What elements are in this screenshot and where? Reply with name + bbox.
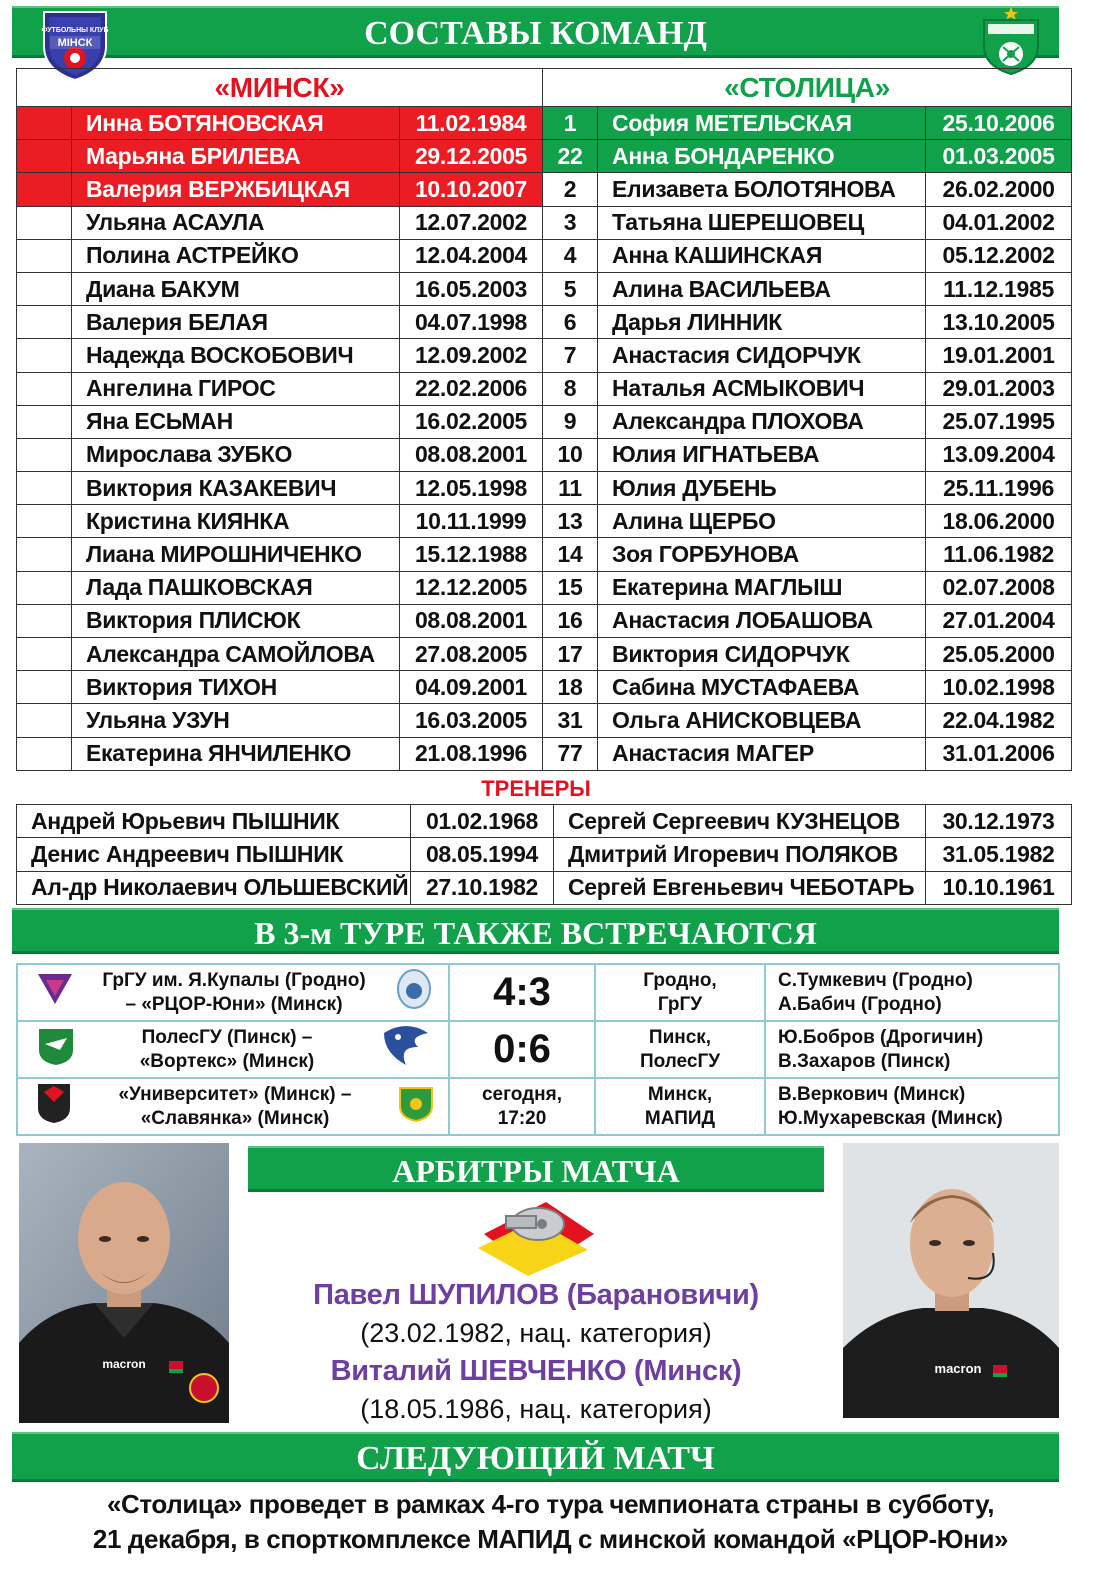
left-player-birthdate: 21.08.1996 xyxy=(400,737,543,770)
roster-row xyxy=(17,272,1072,305)
left-player-number xyxy=(17,107,72,140)
right-player-number: 7 xyxy=(543,339,598,372)
match-referee-2: В.Захаров (Пинск) xyxy=(778,1050,951,1072)
match-score xyxy=(449,1078,595,1135)
left-player-number xyxy=(17,372,72,405)
right-player-number: 6 xyxy=(543,306,598,339)
next-match-line-2: 21 декабря, в спорткомплексе МАПИД с минской командой «РЦОР-Юни» xyxy=(92,1524,1009,1554)
left-player-number xyxy=(17,538,72,571)
tour-match-row xyxy=(17,964,1059,1021)
referee-2-name: Виталий ШЕВЧЕНКО (Минск) xyxy=(330,1355,742,1387)
coaches-table xyxy=(16,804,1072,905)
left-player-name: Валерия БЕЛАЯ xyxy=(72,306,400,339)
match-referees xyxy=(765,964,1059,1021)
right-player-number: 14 xyxy=(543,538,598,571)
right-player-name: Алина ЩЕРБО xyxy=(598,505,926,538)
right-player-name: Наталья АСМЫКОВИЧ xyxy=(598,372,926,405)
right-player-name: Елизавета БОЛОТЯНОВА xyxy=(598,173,926,206)
roster-row xyxy=(17,638,1072,671)
right-player-birthdate: 19.01.2001 xyxy=(926,339,1072,372)
match-teams xyxy=(72,1083,398,1131)
right-player-number: 11 xyxy=(543,472,598,505)
match-referee-1: В.Веркович (Минск) xyxy=(778,1083,966,1105)
tour-matches-table xyxy=(16,963,1060,1136)
right-player-number: 3 xyxy=(543,206,598,239)
left-player-number xyxy=(17,604,72,637)
left-player-number xyxy=(17,438,72,471)
roster-row xyxy=(17,704,1072,737)
right-player-name: Анастасия ЛОБАШОВА xyxy=(598,604,926,637)
next-match-line-1: «Столица» проведет в рамках 4-го тура чемпионата страны в субботу, xyxy=(106,1489,995,1519)
tour-banner xyxy=(12,908,1059,954)
left-player-number xyxy=(17,737,72,770)
right-player-birthdate: 22.04.1982 xyxy=(926,704,1072,737)
right-player-name: Анастасия МАГЕР xyxy=(598,737,926,770)
roster-row xyxy=(17,438,1072,471)
grgu-logo-icon xyxy=(36,970,74,1015)
right-player-number: 18 xyxy=(543,671,598,704)
roster-row xyxy=(17,206,1072,239)
left-player-birthdate: 11.02.1984 xyxy=(400,107,543,140)
svg-text:macron: macron xyxy=(102,1357,146,1371)
roster-row xyxy=(17,239,1072,272)
match-venue-line-2: ГрГУ xyxy=(657,993,703,1015)
roster-header-row xyxy=(17,69,1072,107)
right-coach-name: Сергей Сергеевич КУЗНЕЦОВ xyxy=(554,805,926,838)
left-player-name: Виктория ТИХОН xyxy=(72,671,400,704)
right-player-birthdate: 04.01.2002 xyxy=(926,206,1072,239)
roster-row xyxy=(17,571,1072,604)
polesgu-logo-icon xyxy=(36,1026,76,1073)
match-team-line-1: «Университет» (Минск) – xyxy=(118,1083,352,1105)
tour-title: В 3-м ТУРЕ ТАКЖЕ ВСТРЕЧАЮТСЯ xyxy=(254,915,817,951)
left-player-name: Лиана МИРОШНИЧЕНКО xyxy=(72,538,400,571)
right-player-name: Алина ВАСИЛЬЕВА xyxy=(598,272,926,305)
next-match-banner xyxy=(12,1432,1059,1482)
left-player-birthdate: 10.10.2007 xyxy=(400,173,543,206)
match-venue-line-2: МАПИД xyxy=(644,1107,716,1129)
right-player-number: 15 xyxy=(543,571,598,604)
left-player-birthdate: 04.09.2001 xyxy=(400,671,543,704)
match-venue xyxy=(595,1021,765,1078)
match-referee-1: С.Тумкевич (Гродно) xyxy=(778,969,973,991)
left-player-birthdate: 04.07.1998 xyxy=(400,306,543,339)
referees-info xyxy=(248,1276,824,1428)
right-coach-birthdate: 31.05.1982 xyxy=(926,838,1072,871)
right-player-name: Зоя ГОРБУНОВА xyxy=(598,538,926,571)
roster-row xyxy=(17,107,1072,140)
tour-match-row xyxy=(17,1078,1059,1135)
left-player-birthdate: 22.02.2006 xyxy=(400,372,543,405)
left-player-name: Ульяна УЗУН xyxy=(72,704,400,737)
right-player-birthdate: 26.02.2000 xyxy=(926,173,1072,206)
team-right-name: «СТОЛИЦА» xyxy=(543,69,1072,107)
left-player-name: Мирослава ЗУБКО xyxy=(72,438,400,471)
match-referee-1: Ю.Бобров (Дрогичин) xyxy=(778,1026,984,1048)
right-player-number: 4 xyxy=(543,239,598,272)
right-player-birthdate: 25.07.1995 xyxy=(926,405,1072,438)
match-venue-line-2: ПолесГУ xyxy=(639,1050,721,1072)
right-player-birthdate: 27.01.2004 xyxy=(926,604,1072,637)
match-referee-2: Ю.Мухаревская (Минск) xyxy=(778,1107,1003,1129)
left-coach-name: Андрей Юрьевич ПЫШНИК xyxy=(17,805,411,838)
roster-row xyxy=(17,339,1072,372)
referee-photo-left xyxy=(19,1143,229,1423)
match-referees xyxy=(765,1078,1059,1135)
right-player-birthdate: 13.09.2004 xyxy=(926,438,1072,471)
roster-row xyxy=(17,306,1072,339)
match-venue-line-1: Пинск, xyxy=(648,1026,712,1048)
slavyanka-logo-icon xyxy=(398,1084,434,1129)
left-player-birthdate: 29.12.2005 xyxy=(400,140,543,173)
referee-photo-right xyxy=(843,1143,1059,1418)
right-player-name: Анастасия СИДОРЧУК xyxy=(598,339,926,372)
right-player-birthdate: 02.07.2008 xyxy=(926,571,1072,604)
left-player-name: Полина АСТРЕЙКО xyxy=(72,239,400,272)
left-player-number xyxy=(17,173,72,206)
roster-row xyxy=(17,604,1072,637)
match-team-line-1: ПолесГУ (Пинск) – xyxy=(141,1026,313,1048)
left-player-birthdate: 08.08.2001 xyxy=(400,604,543,637)
left-player-name: Виктория КАЗАКЕВИЧ xyxy=(72,472,400,505)
left-player-number xyxy=(17,306,72,339)
right-player-birthdate: 10.02.1998 xyxy=(926,671,1072,704)
left-player-birthdate: 12.09.2002 xyxy=(400,339,543,372)
left-player-number xyxy=(17,472,72,505)
lineups-title: СОСТАВЫ КОМАНД xyxy=(364,15,707,52)
right-player-birthdate: 01.03.2005 xyxy=(926,140,1072,173)
coach-row xyxy=(17,805,1072,838)
left-player-number xyxy=(17,704,72,737)
right-coach-birthdate: 30.12.1973 xyxy=(926,805,1072,838)
match-venue xyxy=(595,1078,765,1135)
right-player-name: Анна БОНДАРЕНКО xyxy=(598,140,926,173)
left-player-number xyxy=(17,405,72,438)
right-player-birthdate: 18.06.2000 xyxy=(926,505,1072,538)
right-player-number: 1 xyxy=(543,107,598,140)
right-player-number: 5 xyxy=(543,272,598,305)
right-player-birthdate: 25.11.1996 xyxy=(926,472,1072,505)
right-player-birthdate: 05.12.2002 xyxy=(926,239,1072,272)
left-player-birthdate: 12.05.1998 xyxy=(400,472,543,505)
match-referees xyxy=(765,1021,1059,1078)
right-player-number: 17 xyxy=(543,638,598,671)
right-player-name: Татьяна ШЕРЕШОВЕЦ xyxy=(598,206,926,239)
right-player-name: Анна КАШИНСКАЯ xyxy=(598,239,926,272)
right-player-name: София МЕТЕЛЬСКАЯ xyxy=(598,107,926,140)
right-player-number: 2 xyxy=(543,173,598,206)
left-coach-birthdate: 08.05.1994 xyxy=(411,838,554,871)
roster-row xyxy=(17,671,1072,704)
match-team-line-2: – «РЦОР-Юни» (Минск) xyxy=(125,993,343,1015)
roster-row xyxy=(17,173,1072,206)
match-venue-line-1: Гродно, xyxy=(643,969,717,991)
left-player-number xyxy=(17,571,72,604)
match-team-line-2: «Вортекс» (Минск) xyxy=(139,1050,315,1072)
referees-banner xyxy=(248,1146,824,1192)
left-player-name: Ульяна АСАУЛА xyxy=(72,206,400,239)
left-player-birthdate: 12.04.2004 xyxy=(400,239,543,272)
match-teams-cell xyxy=(17,1021,449,1078)
left-player-birthdate: 08.08.2001 xyxy=(400,438,543,471)
coaches-title: ТРЕНЕРЫ xyxy=(481,776,591,801)
team-left-name: «МИНСК» xyxy=(17,69,543,107)
match-score-line-1: 0:6 xyxy=(493,1027,551,1071)
referee-1-info: (23.02.1982, нац. категория) xyxy=(360,1318,712,1348)
left-player-number xyxy=(17,339,72,372)
match-teams-cell xyxy=(17,964,449,1021)
match-teams xyxy=(76,1026,378,1074)
referees-title: АРБИТРЫ МАТЧА xyxy=(392,1153,680,1189)
left-player-birthdate: 16.05.2003 xyxy=(400,272,543,305)
left-player-birthdate: 10.11.1999 xyxy=(400,505,543,538)
match-score-line-1: 4:3 xyxy=(493,970,551,1014)
roster-row xyxy=(17,140,1072,173)
coach-row xyxy=(17,838,1072,871)
referee-1-name: Павел ШУПИЛОВ (Барановичи) xyxy=(313,1279,759,1311)
roster-row xyxy=(17,472,1072,505)
left-player-name: Яна ЕСЬМАН xyxy=(72,405,400,438)
roster-row xyxy=(17,372,1072,405)
left-player-name: Инна БОТЯНОВСКАЯ xyxy=(72,107,400,140)
universitet-logo-icon xyxy=(36,1082,72,1131)
right-player-number: 10 xyxy=(543,438,598,471)
right-player-birthdate: 13.10.2005 xyxy=(926,306,1072,339)
left-coach-name: Ал-др Николаевич ОЛЬШЕВСКИЙ xyxy=(17,871,411,904)
left-coach-name: Денис Андреевич ПЫШНИК xyxy=(17,838,411,871)
left-player-name: Лада ПАШКОВСКАЯ xyxy=(72,571,400,604)
left-player-number xyxy=(17,671,72,704)
referee-2-info: (18.05.1986, нац. категория) xyxy=(360,1394,712,1424)
left-player-name: Александра САМОЙЛОВА xyxy=(72,638,400,671)
left-player-number xyxy=(17,140,72,173)
left-player-birthdate: 12.12.2005 xyxy=(400,571,543,604)
left-player-birthdate: 27.08.2005 xyxy=(400,638,543,671)
right-player-birthdate: 11.12.1985 xyxy=(926,272,1072,305)
match-venue xyxy=(595,964,765,1021)
match-score xyxy=(449,1021,595,1078)
tour-match-row xyxy=(17,1021,1059,1078)
left-player-birthdate: 12.07.2002 xyxy=(400,206,543,239)
right-player-name: Сабина МУСТАФАЕВА xyxy=(598,671,926,704)
left-player-name: Кристина КИЯНКА xyxy=(72,505,400,538)
roster-table xyxy=(16,68,1072,771)
right-player-birthdate: 29.01.2003 xyxy=(926,372,1072,405)
roster-row xyxy=(17,505,1072,538)
right-player-number: 13 xyxy=(543,505,598,538)
left-player-number xyxy=(17,206,72,239)
right-player-number: 8 xyxy=(543,372,598,405)
right-player-name: Александра ПЛОХОВА xyxy=(598,405,926,438)
left-player-name: Виктория ПЛИСЮК xyxy=(72,604,400,637)
roster-row xyxy=(17,405,1072,438)
right-player-birthdate: 11.06.1982 xyxy=(926,538,1072,571)
right-player-number: 31 xyxy=(543,704,598,737)
left-player-number xyxy=(17,638,72,671)
next-match-title: СЛЕДУЮЩИЙ МАТЧ xyxy=(356,1440,715,1477)
right-coach-name: Сергей Евгеньевич ЧЕБОТАРЬ xyxy=(554,871,926,904)
right-player-name: Юлия ИГНАТЬЕВА xyxy=(598,438,926,471)
right-player-name: Ольга АНИСКОВЦЕВА xyxy=(598,704,926,737)
match-team-line-1: ГрГУ им. Я.Купалы (Гродно) xyxy=(102,969,366,991)
coach-row xyxy=(17,871,1072,904)
match-referee-2: А.Бабич (Гродно) xyxy=(778,993,942,1015)
match-score xyxy=(449,964,595,1021)
right-player-birthdate: 25.10.2006 xyxy=(926,107,1072,140)
left-player-name: Диана БАКУМ xyxy=(72,272,400,305)
lineups-banner xyxy=(12,6,1059,58)
right-player-name: Екатерина МАГЛЫШ xyxy=(598,571,926,604)
left-player-number xyxy=(17,239,72,272)
left-coach-birthdate: 27.10.1982 xyxy=(411,871,554,904)
left-player-birthdate: 15.12.1988 xyxy=(400,538,543,571)
svg-text:macron: macron xyxy=(934,1361,982,1376)
whistle-icon xyxy=(476,1194,598,1276)
stolica-logo-icon xyxy=(978,6,1044,76)
left-player-number xyxy=(17,505,72,538)
right-player-name: Юлия ДУБЕНЬ xyxy=(598,472,926,505)
roster-row xyxy=(17,737,1072,770)
right-player-number: 22 xyxy=(543,140,598,173)
left-player-name: Екатерина ЯНЧИЛЕНКО xyxy=(72,737,400,770)
right-coach-birthdate: 10.10.1961 xyxy=(926,871,1072,904)
left-player-name: Ангелина ГИРОС xyxy=(72,372,400,405)
match-team-line-2: «Славянка» (Минск) xyxy=(140,1107,330,1129)
right-coach-name: Дмитрий Игоревич ПОЛЯКОВ xyxy=(554,838,926,871)
right-player-birthdate: 25.05.2000 xyxy=(926,638,1072,671)
match-score-line-1: сегодня, xyxy=(481,1083,563,1105)
left-player-name: Валерия ВЕРЖБИЦКАЯ xyxy=(72,173,400,206)
left-coach-birthdate: 01.02.1968 xyxy=(411,805,554,838)
right-player-number: 77 xyxy=(543,737,598,770)
match-score-line-2: 17:20 xyxy=(497,1107,547,1129)
left-player-name: Марьяна БРИЛЕВА xyxy=(72,140,400,173)
next-match-text xyxy=(12,1487,1089,1557)
match-teams-cell xyxy=(17,1078,449,1135)
left-player-birthdate: 16.03.2005 xyxy=(400,704,543,737)
left-player-number xyxy=(17,272,72,305)
match-venue-line-1: Минск, xyxy=(647,1083,713,1105)
svg-text:ФУТБОЛЬНЫ КЛУБ: ФУТБОЛЬНЫ КЛУБ xyxy=(41,27,109,34)
right-player-birthdate: 31.01.2006 xyxy=(926,737,1072,770)
vortex-logo-icon xyxy=(378,1023,434,1076)
right-player-number: 16 xyxy=(543,604,598,637)
roster-row xyxy=(17,538,1072,571)
left-player-birthdate: 16.02.2005 xyxy=(400,405,543,438)
right-player-name: Виктория СИДОРЧУК xyxy=(598,638,926,671)
match-teams xyxy=(74,969,394,1017)
rcor-logo-icon xyxy=(394,969,434,1016)
right-player-number: 9 xyxy=(543,405,598,438)
right-player-name: Дарья ЛИННИК xyxy=(598,306,926,339)
svg-text:МІНСК: МІНСК xyxy=(57,37,93,49)
left-player-name: Надежда ВОСКОБОВИЧ xyxy=(72,339,400,372)
